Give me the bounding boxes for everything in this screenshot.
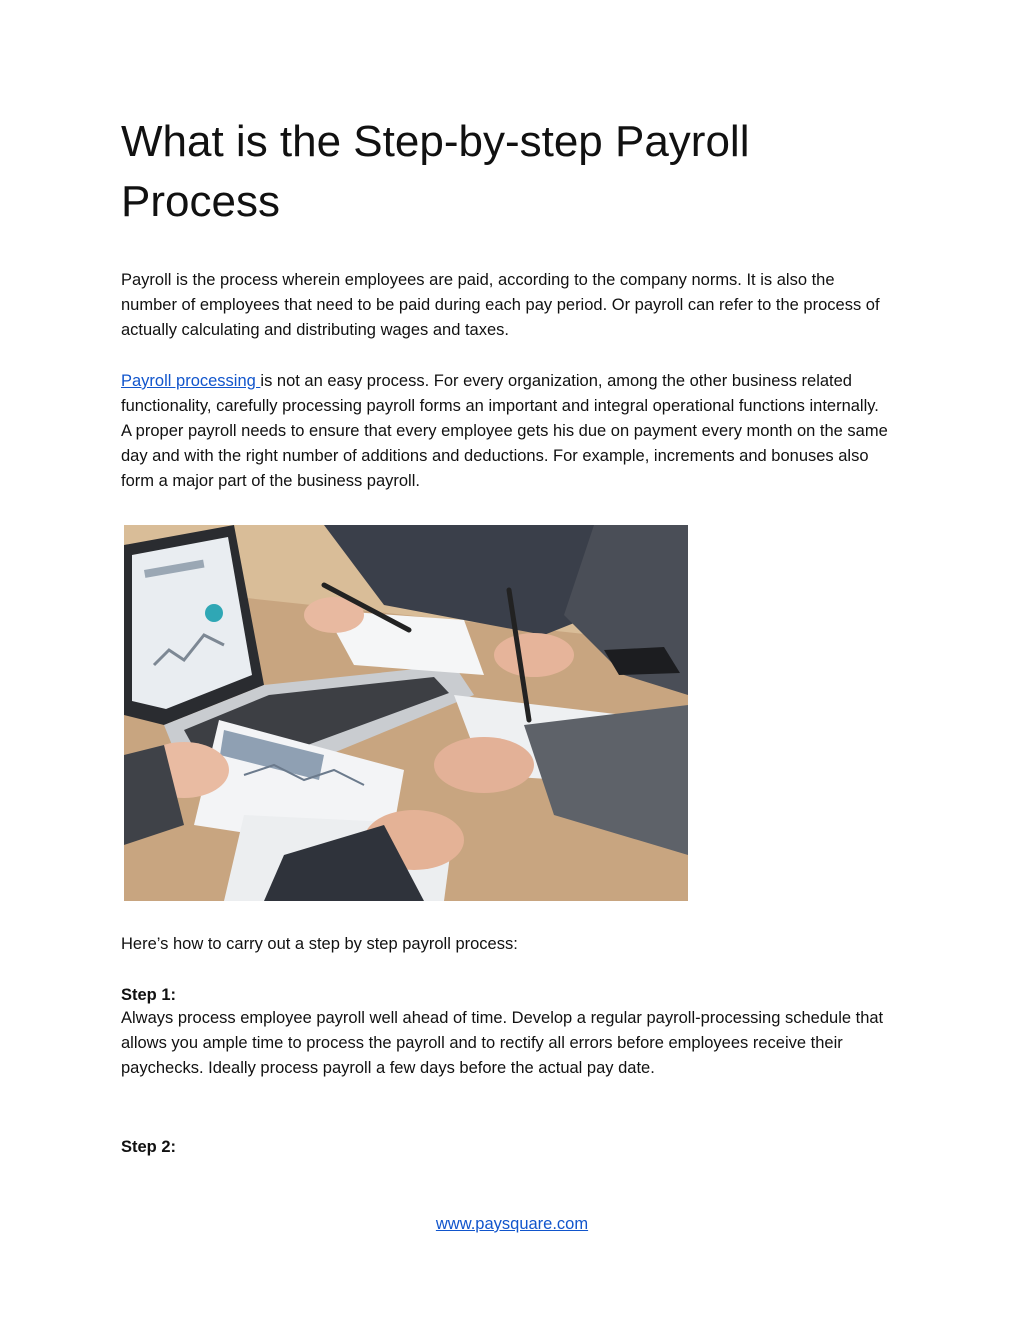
payroll-processing-link[interactable]: Payroll processing [121,372,261,390]
paragraph-text: is not an easy process. For every organization, among the other business related functionality, carefully processing payroll forms an important and integral operational functions internally. A proper payroll needs to ensure that every employee gets his due on payment every month on the same day and with the right number of additions and deductions. For example, increments and bonuses also form a major part of the business payroll. [121,372,888,490]
step-1-heading: Step 1: [121,986,177,1004]
step-1-body: Always process employee payroll well ahead of time. Develop a regular payroll-processing schedule that allows you ample time to process the payroll and to rectify all errors before employees receive their paychecks. Ideally process payroll a few days before the actual pay date. [121,1009,884,1077]
footer-website-link[interactable]: www.paysquare.com [435,1215,589,1233]
office-meeting-photo [124,525,688,901]
payroll-processing-paragraph [121,369,891,494]
howto-paragraph: Here’s how to carry out a step by step payroll process: [121,935,518,953]
page-title: What is the Step-by-step Payroll Process [121,117,750,226]
step-2-heading: Step 2: [121,1138,177,1156]
intro-paragraph: Payroll is the process wherein employees are paid, according to the company norms. It is also the number of employees that need to be paid during each pay period. Or payroll can refer to the process of actually calculating and distributing wages and taxes. [121,271,880,339]
footer [0,1212,1024,1237]
